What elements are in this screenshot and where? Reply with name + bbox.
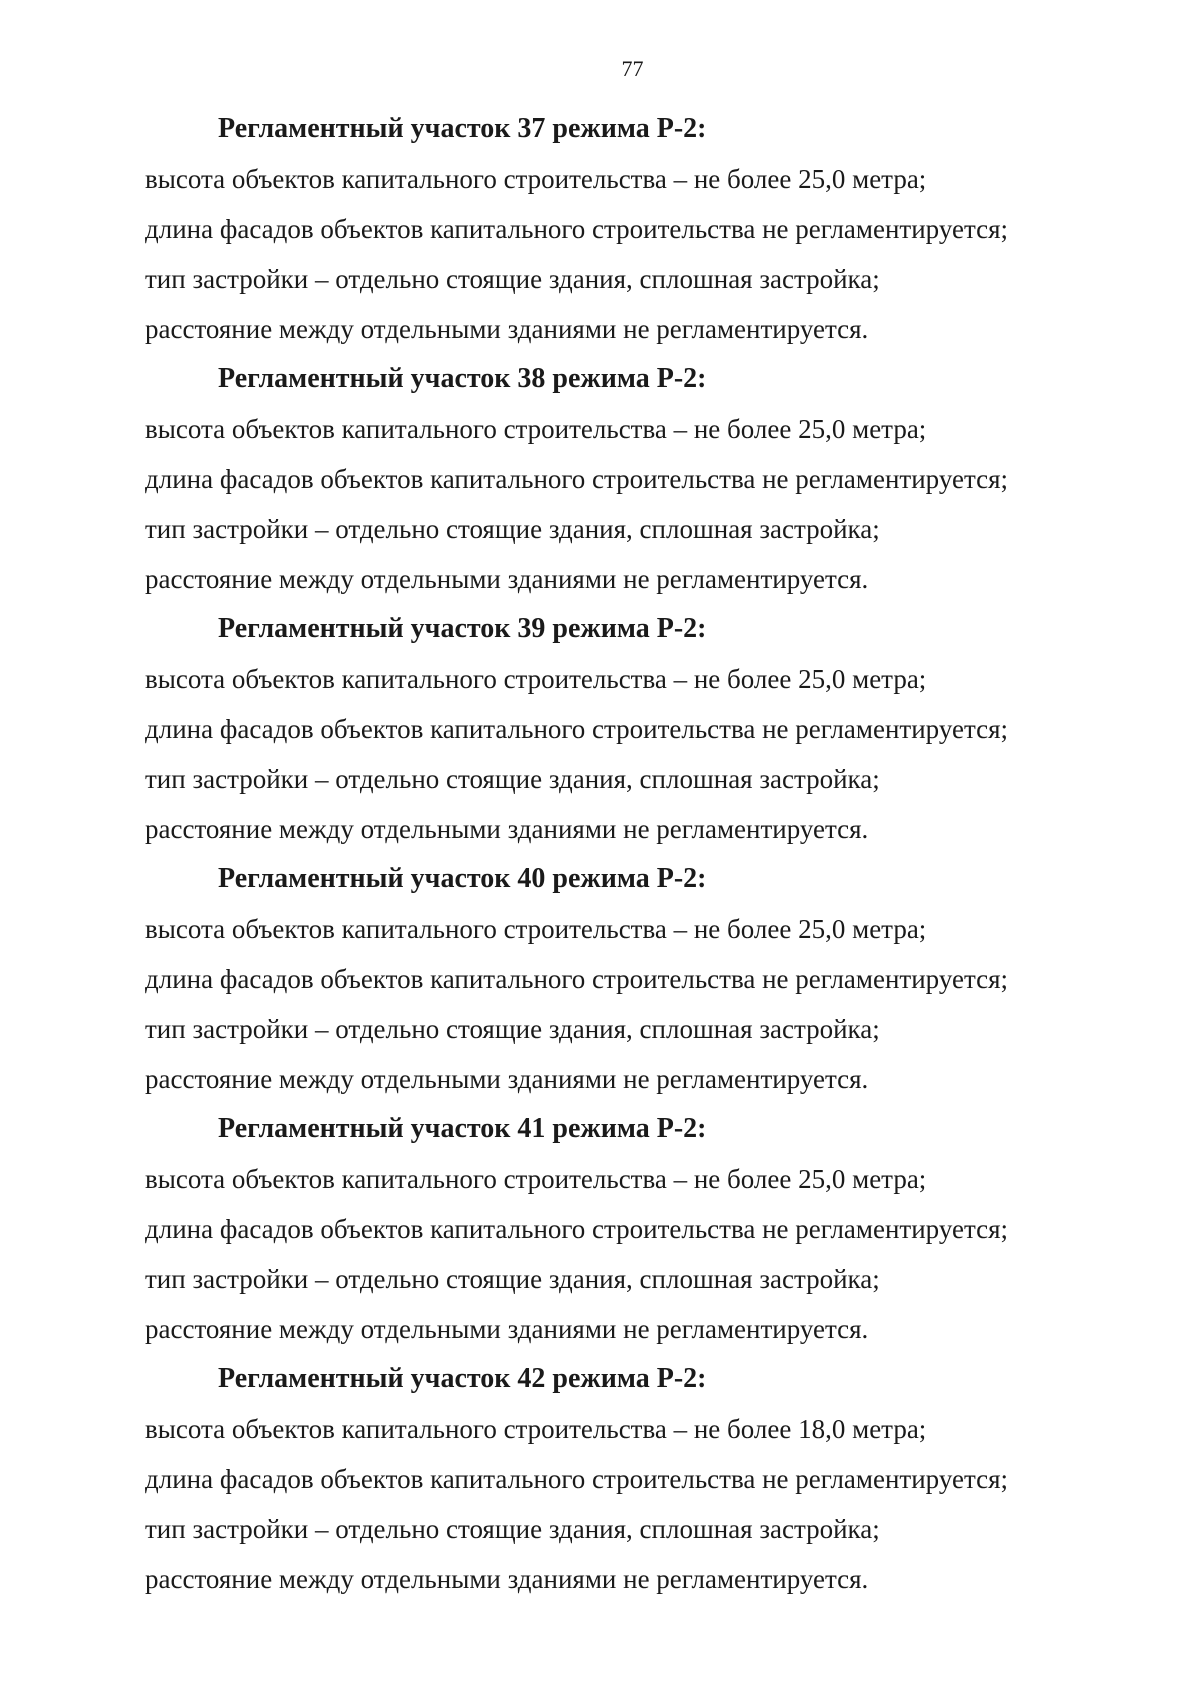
document-body bbox=[145, 104, 1095, 1604]
facade-length-rule: длина фасадов объектов капитального строительства не регламентируется; bbox=[145, 964, 1008, 994]
section-39 bbox=[145, 604, 1095, 854]
facade-length-rule: длина фасадов объектов капитального строительства не регламентируется; bbox=[145, 1214, 1008, 1244]
facade-length-rule: длина фасадов объектов капитального строительства не регламентируется; bbox=[145, 714, 1008, 744]
section-38 bbox=[145, 354, 1095, 604]
height-rule: высота объектов капитального строительства – не более 25,0 метра; bbox=[145, 1164, 927, 1194]
section-title: Регламентный участок 39 режима Р-2: bbox=[218, 613, 707, 644]
section-41 bbox=[145, 1104, 1095, 1354]
building-type-rule: тип застройки – отдельно стоящие здания, сплошная застройка; bbox=[145, 1014, 880, 1044]
facade-length-rule: длина фасадов объектов капитального строительства не регламентируется; bbox=[145, 1464, 1008, 1494]
height-rule: высота объектов капитального строительства – не более 18,0 метра; bbox=[145, 1414, 927, 1444]
height-rule: высота объектов капитального строительства – не более 25,0 метра; bbox=[145, 414, 927, 444]
section-42 bbox=[145, 1354, 1095, 1604]
section-title: Регламентный участок 42 режима Р-2: bbox=[218, 1363, 707, 1394]
section-37 bbox=[145, 104, 1095, 354]
building-distance-rule: расстояние между отдельными зданиями не регламентируется. bbox=[145, 1564, 869, 1594]
page-number: 77 bbox=[621, 56, 644, 81]
facade-length-rule: длина фасадов объектов капитального строительства не регламентируется; bbox=[145, 214, 1008, 244]
building-distance-rule: расстояние между отдельными зданиями не регламентируется. bbox=[145, 1064, 869, 1094]
building-distance-rule: расстояние между отдельными зданиями не регламентируется. bbox=[145, 814, 869, 844]
building-distance-rule: расстояние между отдельными зданиями не регламентируется. bbox=[145, 564, 869, 594]
building-type-rule: тип застройки – отдельно стоящие здания, сплошная застройка; bbox=[145, 264, 880, 294]
building-type-rule: тип застройки – отдельно стоящие здания, сплошная застройка; bbox=[145, 514, 880, 544]
building-distance-rule: расстояние между отдельными зданиями не регламентируется. bbox=[145, 1314, 869, 1344]
height-rule: высота объектов капитального строительства – не более 25,0 метра; bbox=[145, 164, 927, 194]
building-distance-rule: расстояние между отдельными зданиями не регламентируется. bbox=[145, 314, 869, 344]
section-title: Регламентный участок 40 режима Р-2: bbox=[218, 863, 707, 894]
section-title: Регламентный участок 37 режима Р-2: bbox=[218, 113, 707, 144]
height-rule: высота объектов капитального строительства – не более 25,0 метра; bbox=[145, 914, 927, 944]
facade-length-rule: длина фасадов объектов капитального строительства не регламентируется; bbox=[145, 464, 1008, 494]
section-title: Регламентный участок 41 режима Р-2: bbox=[218, 1113, 707, 1144]
height-rule: высота объектов капитального строительства – не более 25,0 метра; bbox=[145, 664, 927, 694]
section-40 bbox=[145, 854, 1095, 1104]
building-type-rule: тип застройки – отдельно стоящие здания, сплошная застройка; bbox=[145, 764, 880, 794]
section-title: Регламентный участок 38 режима Р-2: bbox=[218, 363, 707, 394]
building-type-rule: тип застройки – отдельно стоящие здания, сплошная застройка; bbox=[145, 1264, 880, 1294]
building-type-rule: тип застройки – отдельно стоящие здания, сплошная застройка; bbox=[145, 1514, 880, 1544]
